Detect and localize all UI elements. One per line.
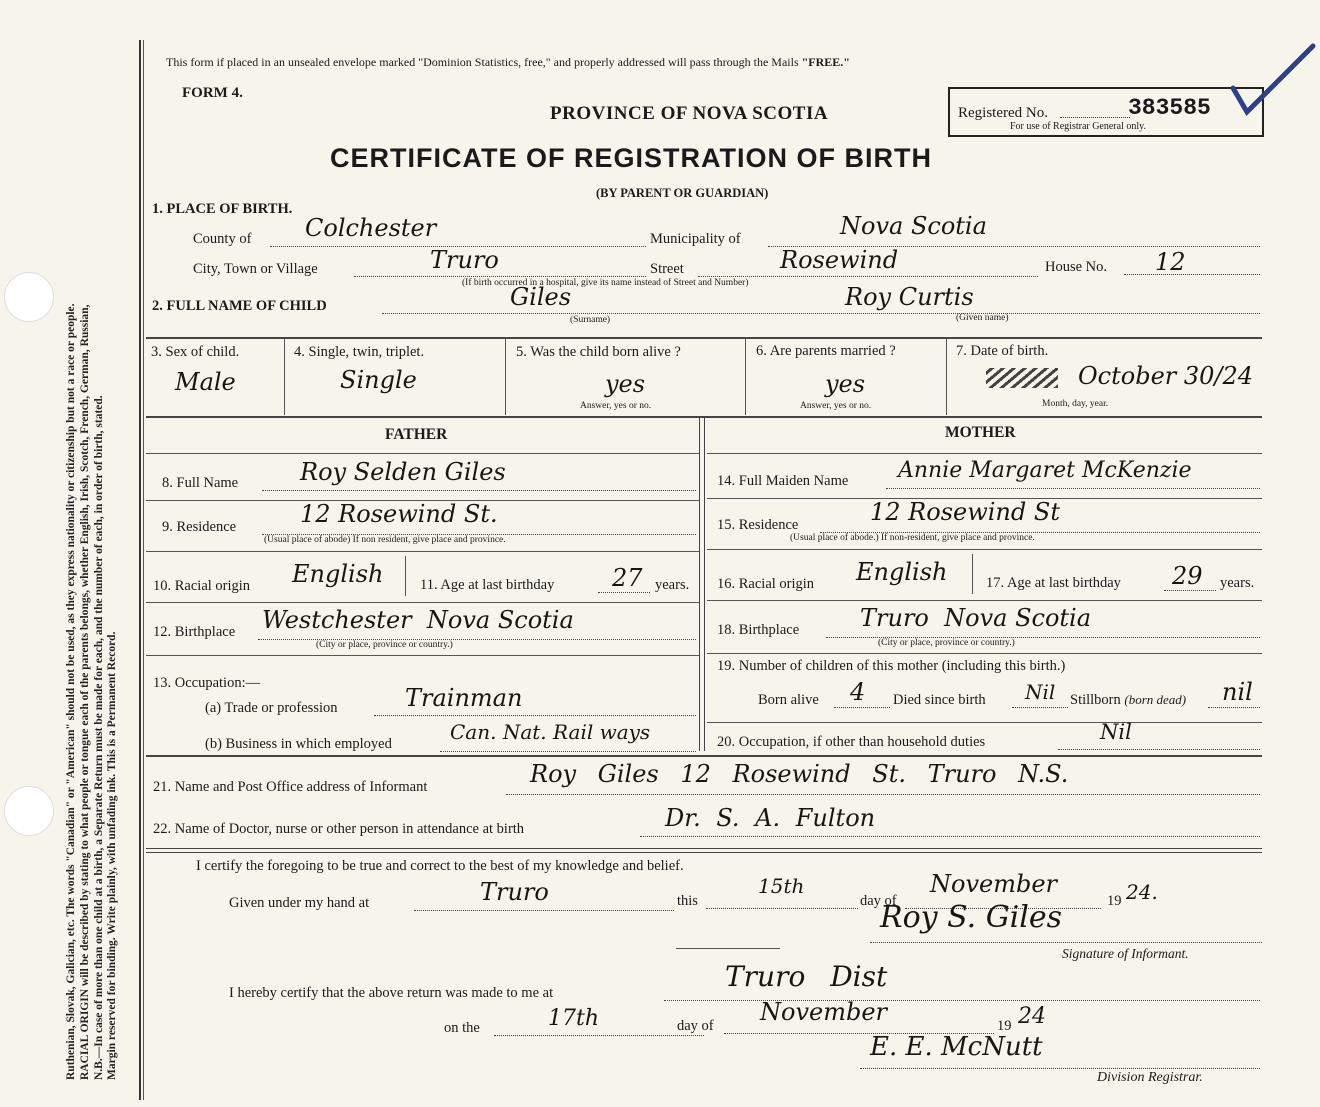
father-trade-line: [374, 715, 696, 716]
given-label: Given under my hand at: [229, 895, 370, 911]
doctor-line: [640, 836, 1260, 837]
mail-note-text: This form if placed in an unsealed envelope marked "Dominion Statistics, free," and properly addressed will pass through the Mails: [166, 55, 799, 69]
born-alive-line: [834, 707, 890, 708]
mother-age-unit: years.: [1220, 575, 1255, 591]
city-value: Truro: [430, 246, 499, 274]
mother-racial-divider: [972, 554, 973, 594]
alive-label: 5. Was the child born alive ?: [516, 344, 681, 360]
registrar-signature-line: [860, 1068, 1260, 1069]
surname-caption: (Surname): [570, 315, 611, 325]
binding-hole-top: [4, 272, 54, 322]
given-place-value: Truro: [480, 878, 549, 906]
binding-hole-bottom: [4, 786, 54, 836]
registrar-statement: I hereby certify that the above return was made to me at: [229, 985, 554, 1001]
dob-label: 7. Date of birth.: [956, 343, 1049, 359]
mother-age-label: 17. Age at last birthday: [986, 575, 1121, 591]
married-label: 6. Are parents married ?: [756, 343, 896, 359]
informant-signature-line: [870, 942, 1262, 943]
died-label: Died since birth: [893, 692, 986, 708]
registrar-signature: E. E. McNutt: [870, 1032, 1043, 1062]
child-name-label: 2. FULL NAME OF CHILD: [152, 298, 327, 314]
born-alive-value: 4: [850, 678, 866, 706]
row3-divider: [745, 339, 746, 415]
child-surname-value: Giles: [510, 283, 572, 311]
registrar-place-value: Truro Dist: [725, 960, 888, 993]
informant-value: Roy Giles 12 Rosewind St. Truro N.S.: [530, 760, 1069, 788]
row3-divider: [505, 339, 506, 415]
father-heading: FATHER: [385, 426, 448, 443]
father-age-line: [598, 592, 650, 593]
mother-residence-label: 15. Residence: [717, 517, 799, 533]
mail-note: [166, 55, 850, 70]
parents-center-rule-2: [704, 418, 705, 751]
registrar-note: For use of Registrar General only.: [1010, 121, 1146, 132]
stillborn-value: nil: [1222, 678, 1253, 706]
mother-age-value: 29: [1172, 562, 1203, 590]
father-age-unit: years.: [655, 577, 690, 593]
informant-label: 21. Name and Post Office address of Informant: [153, 779, 428, 795]
mother-birthplace-value: Truro Nova Scotia: [860, 604, 1092, 632]
registrar-caption: Division Registrar.: [1097, 1070, 1203, 1085]
alive-caption: Answer, yes or no.: [580, 401, 652, 411]
stillborn-label: [1070, 692, 1186, 709]
father-name-value: Roy Selden Giles: [300, 458, 506, 486]
margin-rule: [139, 40, 141, 1100]
father-age-label: 11. Age at last birthday: [420, 577, 555, 593]
margin-rule-inner: [143, 40, 144, 1100]
father-occupation-label: 13. Occupation:—: [153, 675, 261, 691]
given-day-of-label: day of: [860, 893, 897, 909]
registrar-day-of-label: day of: [677, 1018, 714, 1034]
margin-notes: [65, 40, 145, 1080]
registrar-year-prefix: 19: [997, 1018, 1012, 1034]
house-value: 12: [1155, 248, 1186, 276]
parents-center-rule: [699, 418, 700, 751]
city-label: City, Town or Village: [193, 261, 318, 277]
given-day-value: 15th: [758, 874, 805, 898]
parents-row-rule: [707, 549, 1262, 550]
registrar-month-value: November: [760, 998, 888, 1026]
dob-value: October 30/24: [1078, 362, 1254, 390]
mother-racial-value: English: [856, 558, 948, 586]
father-trade-value: Trainman: [405, 684, 523, 712]
registered-label: Registered No.: [958, 105, 1048, 121]
died-line: [1012, 707, 1068, 708]
house-label: House No.: [1045, 259, 1108, 275]
born-alive-label: Born alive: [758, 692, 819, 708]
sex-label: 3. Sex of child.: [151, 344, 240, 360]
mother-occupation-line: [1058, 749, 1260, 750]
father-residence-value: 12 Rosewind St.: [300, 500, 498, 528]
municipality-value: Nova Scotia: [840, 212, 987, 240]
registered-value: 383585: [1128, 95, 1211, 121]
mother-occupation-label: 20. Occupation, if other than household duties: [717, 734, 986, 750]
father-birthplace-value: Westchester Nova Scotia: [262, 606, 574, 634]
child-given-value: Roy Curtis: [845, 283, 974, 311]
mother-residence-caption: (Usual place of abode.) If non-resident, give place and province.: [790, 533, 1035, 543]
mother-name-label: 14. Full Maiden Name: [717, 473, 849, 489]
form-number: FORM 4.: [182, 85, 243, 101]
informant-line: [506, 794, 1260, 795]
county-label: County of: [193, 231, 252, 247]
dob-caption: Month, day, year.: [1042, 399, 1109, 409]
given-caption: (Given name): [956, 313, 1009, 323]
father-business-value: Can. Nat. Rail ways: [450, 720, 651, 744]
plurality-label: 4. Single, twin, triplet.: [294, 344, 425, 360]
mother-name-value: Annie Margaret McKenzie: [898, 458, 1192, 483]
mother-birthplace-caption: (City or place, province or country.): [878, 638, 1015, 648]
parents-row-rule: [707, 653, 1262, 654]
row3-divider: [284, 339, 285, 415]
father-name-label: 8. Full Name: [162, 475, 239, 491]
city-line: [354, 276, 646, 277]
municipality-label: Municipality of: [650, 231, 741, 247]
province-heading: PROVINCE OF NOVA SCOTIA: [550, 103, 829, 124]
parents-row-rule: [146, 453, 699, 454]
child-name-line: [382, 313, 1260, 314]
given-month-value: November: [930, 870, 1058, 898]
father-residence-caption: (Usual place of abode) If non resident, give place and province.: [264, 535, 506, 545]
father-trade-label: (a) Trade or profession: [205, 700, 338, 716]
father-age-value: 27: [612, 564, 643, 592]
informant-signature: Roy S. Giles: [880, 900, 1062, 935]
died-value: Nil: [1025, 680, 1056, 704]
informant-signature-caption: Signature of Informant.: [1062, 946, 1189, 961]
mother-racial-label: 16. Racial origin: [717, 576, 815, 592]
parents-row-rule: [146, 551, 699, 552]
hospital-note: (If birth occurred in a hospital, give its name instead of Street and Number): [462, 278, 749, 288]
dob-strikethrough-mark: [986, 368, 1058, 388]
father-name-line: [262, 490, 696, 491]
married-value: yes: [825, 370, 866, 398]
house-line: [1124, 274, 1260, 275]
mother-birthplace-label: 18. Birthplace: [717, 622, 800, 638]
given-year-value: 24.: [1126, 880, 1158, 904]
doctor-label: 22. Name of Doctor, nurse or other person in attendance at birth: [153, 821, 525, 837]
parents-row-rule: [707, 600, 1262, 601]
mail-note-free: "FREE.": [801, 55, 850, 69]
mother-name-line: [886, 488, 1260, 489]
check-mark: [1225, 40, 1320, 120]
stillborn-line: [1208, 707, 1260, 708]
row3-divider: [946, 339, 947, 415]
registrar-place-line: [664, 1000, 1260, 1001]
stillborn-note: (born dead): [1124, 692, 1187, 707]
place-of-birth-label: 1. PLACE OF BIRTH.: [152, 201, 293, 217]
parents-row-rule: [146, 602, 699, 603]
given-day-line: [706, 908, 858, 909]
stillborn-label-text: Stillborn: [1070, 692, 1121, 708]
father-racial-value: English: [292, 560, 384, 588]
mother-residence-value: 12 Rosewind St: [870, 498, 1060, 526]
parents-row-rule: [146, 655, 699, 656]
father-racial-divider: [405, 556, 406, 596]
mother-age-line: [1164, 590, 1216, 591]
given-this-label: this: [677, 893, 698, 909]
margin-note-line: Ruthenian, Slovak, Galician, etc. The words "Canadian" or "American" should not be used, as they express nationality or citizenship but not a race or people.: [65, 303, 77, 1080]
given-place-line: [414, 910, 674, 911]
sex-value: Male: [175, 368, 236, 396]
parents-bottom-rule: [146, 755, 1262, 757]
mother-heading: MOTHER: [945, 424, 1016, 441]
margin-note-line: N.B.—In case of more than one child at a birth, a Separate Return must be made for each, and the number of each, in order of birth, stated.: [92, 395, 105, 1080]
father-racial-label: 10. Racial origin: [153, 578, 251, 594]
certify-statement: I certify the foregoing to be true and correct to the best of my knowledge and belief.: [196, 858, 684, 874]
margin-note-line: Margin reserved for binding. Write plainly, with unfading ink. This is a Permanent Record.: [106, 631, 119, 1080]
married-caption: Answer, yes or no.: [800, 401, 872, 411]
mother-occupation-value: Nil: [1100, 720, 1132, 744]
registrar-year-value: 24: [1018, 1004, 1046, 1029]
father-business-line: [440, 751, 696, 752]
registrar-day-value: 17th: [548, 1006, 600, 1031]
registrar-on-the-label: on the: [444, 1020, 480, 1036]
certificate-title: CERTIFICATE OF REGISTRATION OF BIRTH: [330, 143, 932, 173]
parents-row-rule: [707, 722, 1262, 723]
margin-note-line: RACIAL ORIGIN will be described by stating to what people or tongue each of the parents belongs, whether English, Irish, Scotch, French, German, Russian,: [78, 304, 91, 1080]
doctor-value: Dr. S. A. Fulton: [665, 804, 876, 832]
alive-value: yes: [605, 370, 646, 398]
father-birthplace-label: 12. Birthplace: [153, 624, 236, 640]
given-year-prefix: 19: [1107, 893, 1122, 909]
row3-top-rule: [146, 337, 1262, 339]
street-line: [698, 276, 1038, 277]
registered-box: [948, 87, 1264, 137]
county-value: Colchester: [305, 214, 437, 242]
certification-double-rule: [146, 848, 1262, 853]
father-residence-label: 9. Residence: [162, 519, 237, 535]
street-value: Rosewind: [780, 246, 899, 274]
certificate-subtitle: (BY PARENT OR GUARDIAN): [596, 186, 769, 200]
parents-row-rule: [707, 453, 1262, 454]
registrar-day-line: [494, 1035, 704, 1036]
father-business-label: (b) Business in which employed: [205, 736, 392, 752]
street-label: Street: [650, 261, 684, 277]
short-rule: [676, 948, 780, 949]
registered-dotline: [1060, 117, 1130, 118]
plurality-value: Single: [340, 366, 417, 394]
mother-children-label: 19. Number of children of this mother (including this birth.): [717, 658, 1066, 674]
father-birthplace-caption: (City or place, province or country.): [316, 640, 453, 650]
